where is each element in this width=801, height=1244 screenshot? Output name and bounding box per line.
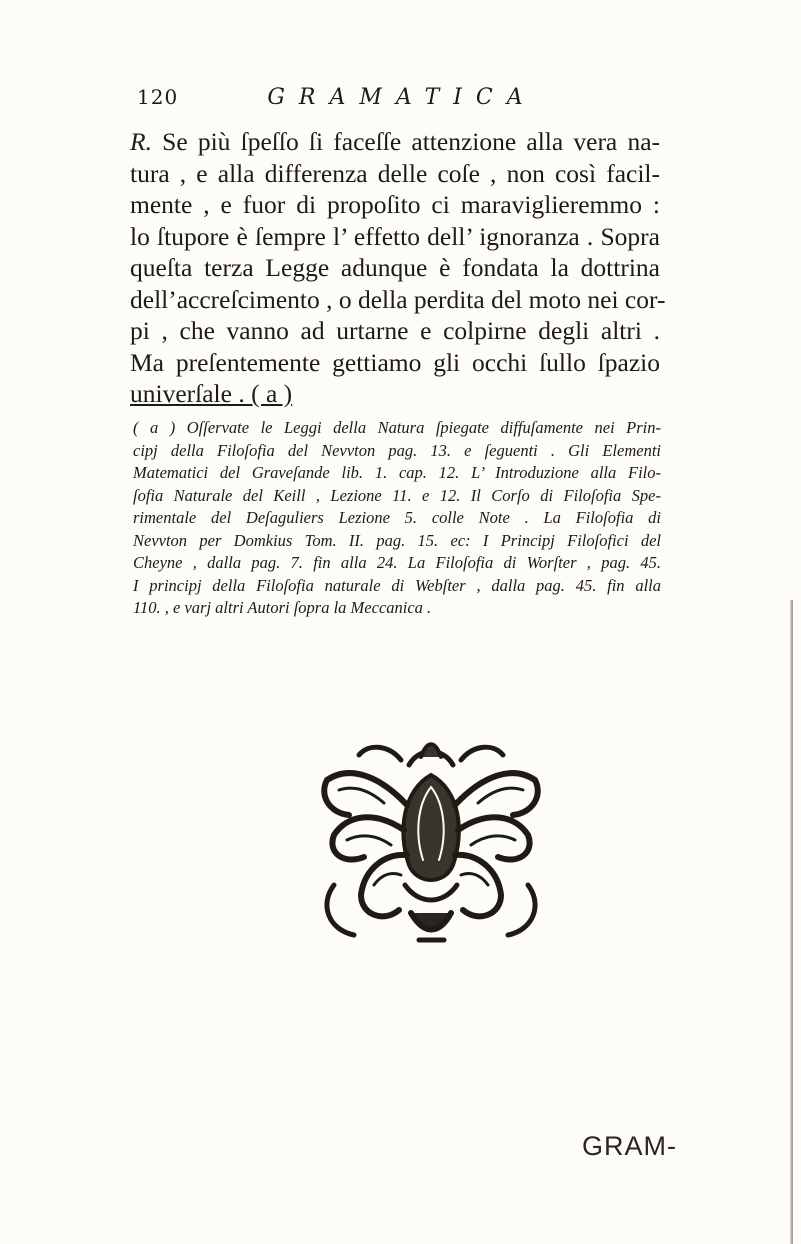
page-edge-shadow — [790, 600, 793, 1244]
running-head — [137, 85, 607, 115]
text-line: queſta terza Legge adunque è fondata la dottrina — [130, 253, 660, 282]
text-line: pi , che vanno ad urtarne e colpirne degli altri . — [130, 316, 660, 345]
page-number: 120 — [137, 85, 179, 109]
footnote-line: 110. , e varj altri Autori ſopra la Meccanica . — [133, 598, 432, 617]
running-title: GRAMATICA — [267, 85, 537, 110]
footnote-line: ( a ) Oſſervate le Leggi della Natura ſpiegate diffuſamente nei Prin- — [133, 418, 661, 437]
catchword: GRAM- — [582, 1131, 677, 1161]
woodcut-ornament — [309, 735, 554, 963]
text-line: R. Se più ſpeſſo ſi faceſſe attenzione alla vera na- — [130, 127, 661, 156]
text-line: lo ſtupore è ſempre l’ effetto dell’ ignoranza . Sopra — [130, 221, 660, 251]
footnote-line: ſofia Naturale del Keill , Lezione 11. e 12. Il Corſo di Filoſofia Spe- — [133, 485, 661, 505]
footnote-line: cipj della Filoſofia del Nevvton pag. 13. e ſeguenti . Gli Elementi — [133, 440, 661, 460]
footnote-line: Matematici del Graveſande lib. 1. cap. 12. L’ Introduzione alla Filo- — [133, 463, 661, 482]
footnote-line: Cheyne , dalla pag. 7. fin alla 24. La Filoſofia di Worſter , pag. 45. — [133, 553, 661, 572]
text-line: univerſale . ( a ) — [130, 379, 293, 408]
speaker-mark: R. — [130, 127, 152, 156]
text-line: dell’accreſcimento , o della perdita del moto nei cor- — [130, 284, 666, 314]
footnote-line: Nevvton per Domkius Tom. II. pag. 15. ec: I Principj Filoſofici del — [133, 530, 661, 550]
main-text — [130, 126, 666, 410]
footnote-line: I principj della Filoſofia naturale di Webſter , dalla pag. 45. fin alla — [133, 575, 661, 595]
text-line: mente , e fuor di propoſito ci maraviglieremmo : — [130, 190, 660, 219]
footnote-line: rimentale del Deſaguliers Lezione 5. colle Note . La Filoſofia di — [133, 508, 661, 527]
text-line: Ma preſentemente gettiamo gli occhi ſullo ſpazio — [130, 347, 660, 377]
footnote — [133, 417, 661, 620]
text-line: tura , e alla differenza delle coſe , non così facil- — [130, 158, 660, 188]
